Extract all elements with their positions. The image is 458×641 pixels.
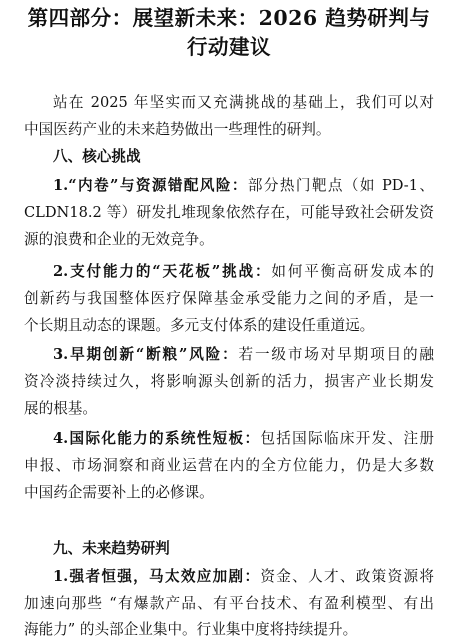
page-title-line-2: 行动建议 [187,35,271,59]
challenge-4-text: 包括国际临床开发、注册 [260,430,434,447]
section-heading-core-challenges: 八、核心挑战 [53,148,141,165]
challenge-1-label: 1.“内卷”与资源错配风险： [53,177,248,194]
section-heading-future-trends: 九、未来趋势研判 [53,540,170,557]
challenge-3-line-1 [24,345,434,365]
challenge-4-line-1 [24,429,434,449]
intro-paragraph-line-2: 中国医药产业的未来趋势做出一些理性的研判。 [24,121,331,138]
challenge-4-line-2: 申报、市场洞察和商业运营在内的全方位能力，仍是大多数 [24,457,434,474]
trend-1-label: 1.强者恒强，马太效应加剧： [53,568,261,585]
challenge-4-line-3: 中国药企需要补上的必修课。 [24,484,214,501]
challenge-3-line-3: 展的根基。 [24,400,97,417]
trend-1-line-3: 海能力” 的头部企业集中。行业集中度将持续提升。 [24,621,358,638]
challenge-1-text: 部分热门靶点（如 PD-1、 [247,177,434,194]
challenge-2-line-1 [24,262,434,282]
trend-1-line-1 [24,567,434,587]
page-title-line-1: 第四部分：展望新未来：2026 趋势研判与 [27,6,431,30]
challenge-3-label: 3.早期创新“断粮”风险： [53,346,239,363]
challenge-1-line-2: CLDN18.2 等）研发扎堆现象依然存在，可能导致社会研发资 [24,204,434,221]
challenge-3-line-2: 资冷淡持续过久，将影响源头创新的活力，损害产业长期发 [24,373,434,390]
trend-1-text: 资金、人才、政策资源将 [260,568,434,585]
challenge-2-line-2: 创新药与我国整体医疗保障基金承受能力之间的矛盾，是一 [24,290,434,307]
challenge-1-line-1 [24,176,434,196]
intro-paragraph-line-1: 站在 2025 年坚实而又充满挑战的基础上，我们可以对 [53,94,434,111]
challenge-3-text: 若一级市场对早期项目的融 [238,346,434,363]
challenge-4-label: 4.国际化能力的系统性短板： [53,430,261,447]
challenge-2-label: 2.支付能力的“天花板”挑战： [53,263,272,280]
challenge-1-line-3: 源的浪费和企业的无效竞争。 [24,231,214,248]
trend-1-line-2: 加速向那些 “有爆款产品、有平台技术、有盈利模型、有出 [24,595,434,612]
challenge-2-line-3: 个长期且动态的课题。多元支付体系的建设任重道远。 [24,317,375,334]
challenge-2-text: 如何平衡高研发成本的 [271,263,434,280]
